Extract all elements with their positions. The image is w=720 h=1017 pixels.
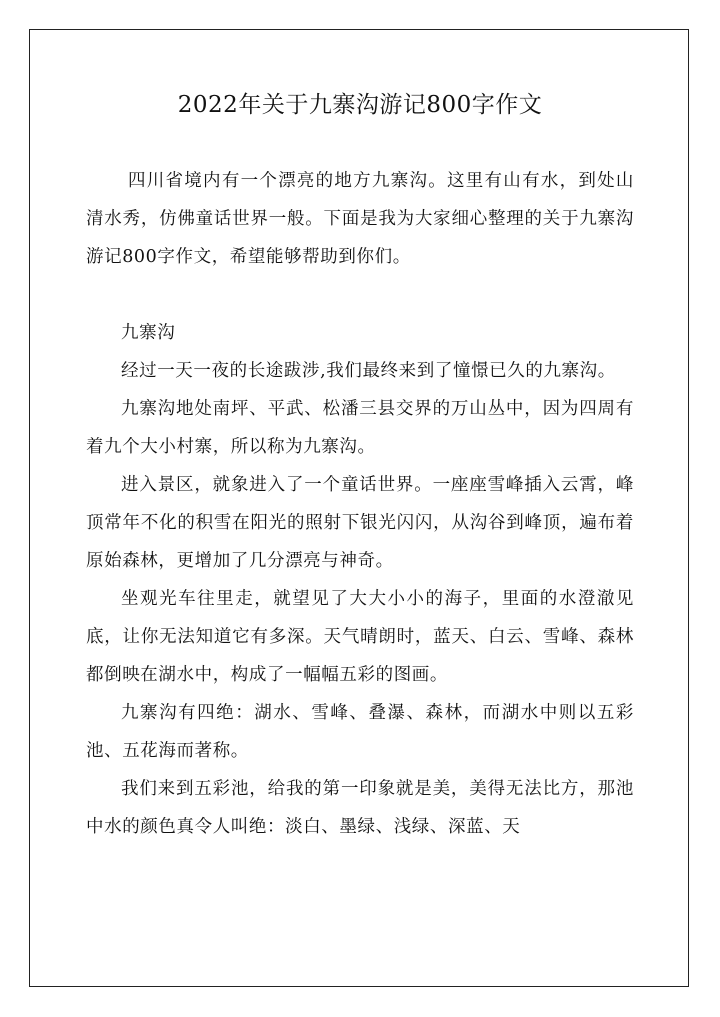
body-paragraph: 我们来到五彩池，给我的第一印象就是美，美得无法比方，那池中水的颜色真令人叫绝：淡白、墨绿、浅绿、深蓝、天 [86, 779, 634, 837]
body-paragraph: 坐观光车往里走，就望见了大大小小的海子，里面的水澄澈见底，让你无法知道它有多深。天气晴朗时，蓝天、白云、雪峰、森林都倒映在湖水中，构成了一幅幅五彩的图画。 [86, 589, 634, 685]
body-paragraph: 九寨沟地处南坪、平武、松潘三县交界的万山丛中，因为四周有着九个大小村寨，所以称为九寨沟。 [86, 399, 634, 457]
intro-paragraph: 四川省境内有一个漂亮的地方九寨沟。这里有山有水，到处山清水秀，仿佛童话世界一般。下面是我为大家细心整理的关于九寨沟游记800字作文，希望能够帮助到你们。 [86, 171, 634, 267]
body-paragraph: 九寨沟有四绝：湖水、雪峰、叠瀑、森林，而湖水中则以五彩池、五花海而著称。 [86, 703, 634, 761]
section-heading: 九寨沟 [121, 323, 176, 343]
body-paragraph: 经过一天一夜的长途跋涉,我们最终来到了憧憬已久的九寨沟。 [121, 361, 616, 381]
document-title: 2022年关于九寨沟游记800字作文 [177, 92, 543, 118]
body-paragraph: 进入景区，就象进入了一个童话世界。一座座雪峰插入云霄，峰顶常年不化的积雪在阳光的照射下银光闪闪，从沟谷到峰顶，遍布着原始森林，更增加了几分漂亮与神奇。 [86, 475, 634, 571]
document-body [86, 86, 634, 846]
